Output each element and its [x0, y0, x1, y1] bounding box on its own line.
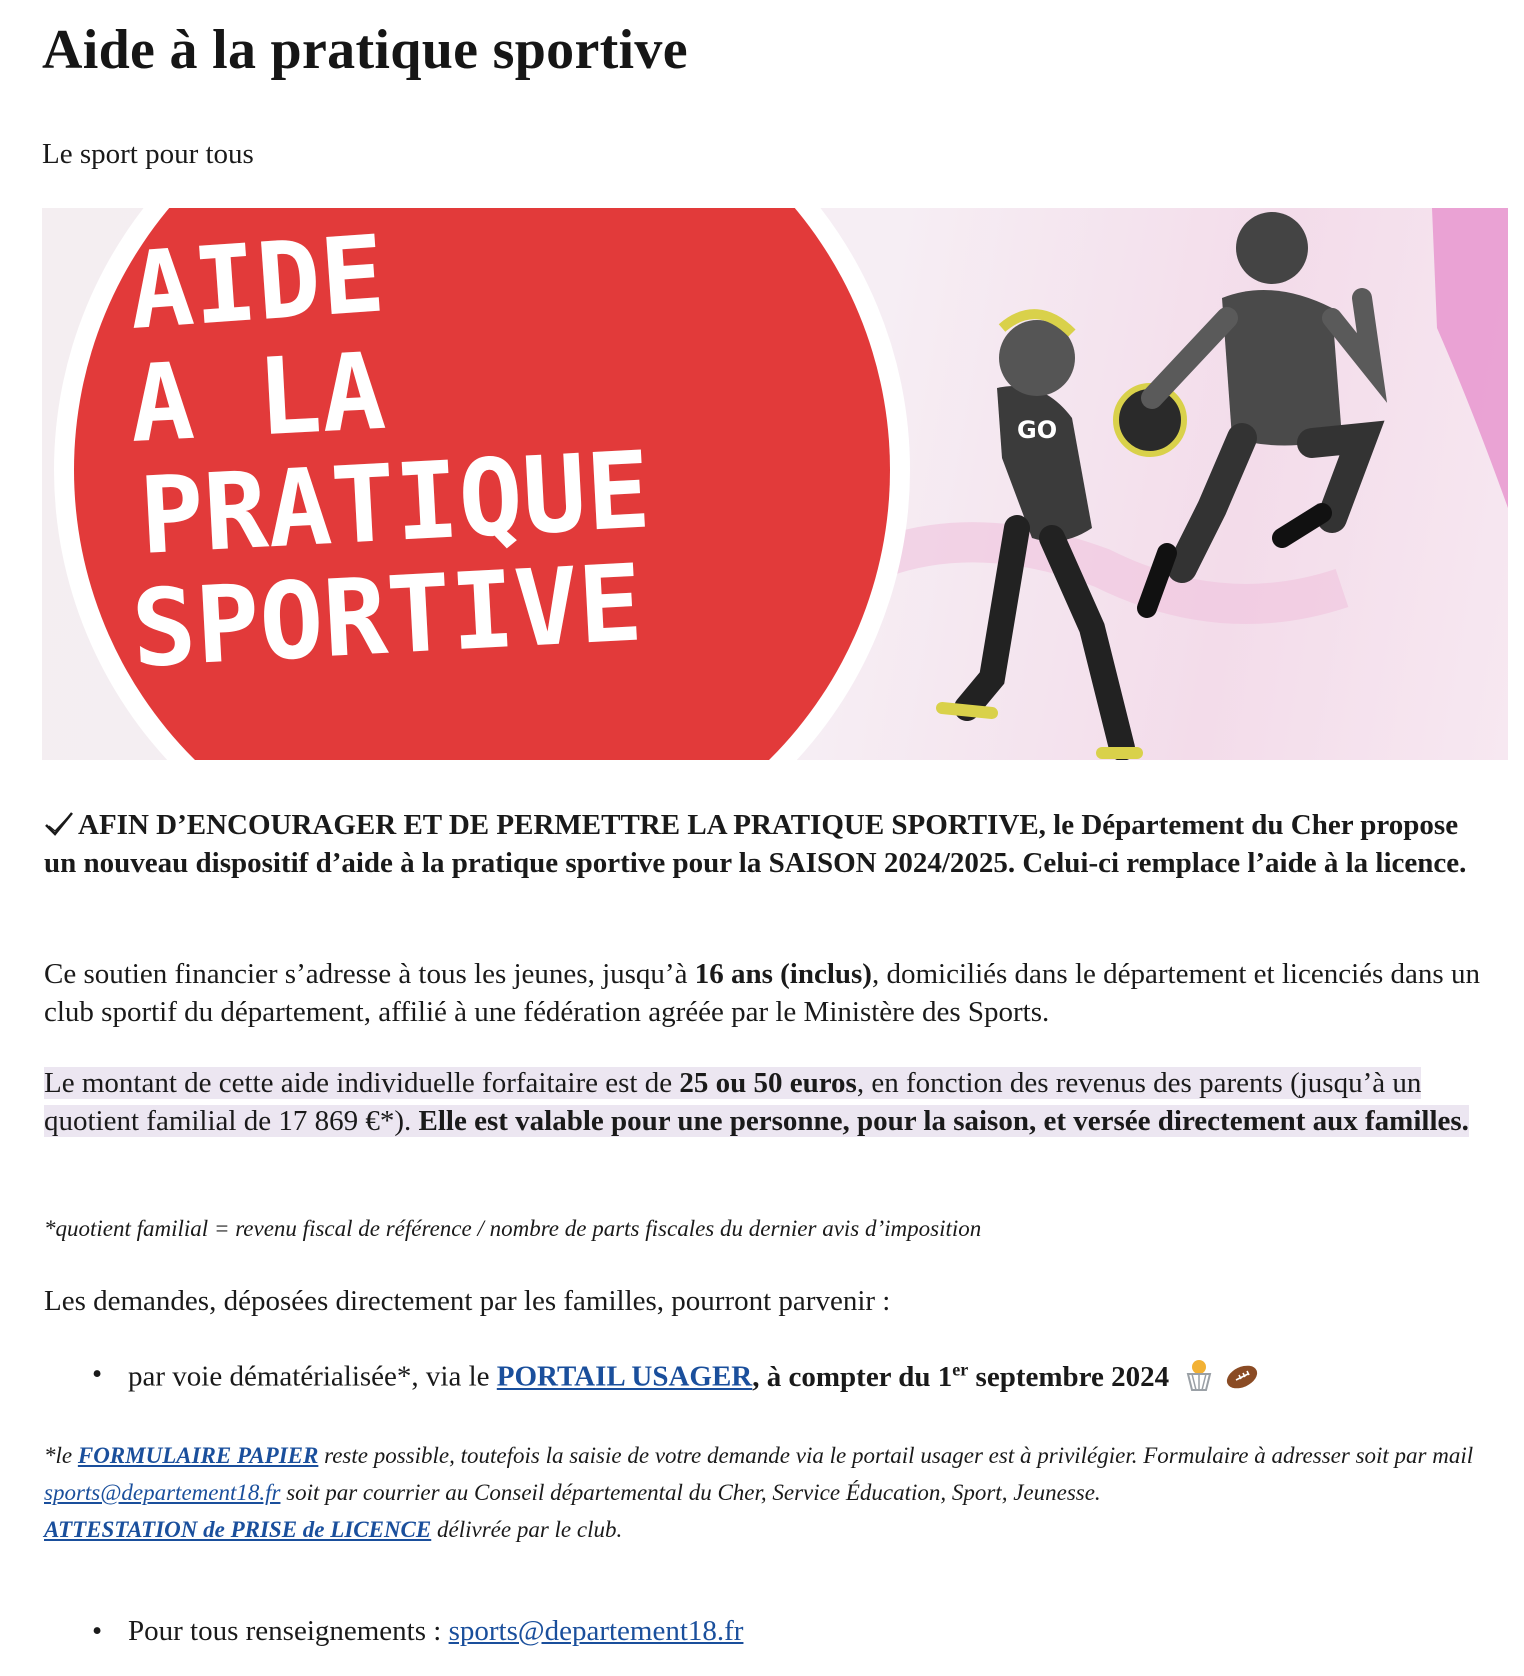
intro-paragraph: [44, 806, 1484, 882]
banner-line-3: PRATIQUE: [136, 428, 654, 578]
online-date-end: septembre 2024: [968, 1360, 1170, 1393]
formulaire-papier-link[interactable]: FORMULAIRE PAPIER: [77, 1443, 319, 1468]
online-date-start: , à compter du 1: [752, 1360, 953, 1393]
form-email-link[interactable]: sports@departement18.fr: [44, 1480, 281, 1505]
target-age: 16 ans (inclus): [694, 958, 872, 990]
page-title: Aide à la pratique sportive: [42, 19, 688, 81]
form-note-prefix: *le: [44, 1443, 78, 1468]
amount-paragraph: [44, 1064, 1484, 1140]
football-icon: [1224, 1362, 1260, 1392]
jersey-text: GO: [1017, 416, 1058, 444]
banner-line-1: AIDE: [125, 212, 389, 353]
target-text-before: Ce soutien financier s’adresse à tous les jeunes, jusqu’à: [44, 958, 695, 990]
banner-line-2: A LA: [126, 329, 389, 466]
requests-list: [90, 1358, 1490, 1400]
paper-form-note: [44, 1437, 1484, 1548]
amount-text-middle: , en fonction des revenus des parents (jusqu’à un quotient familial de 17 869 €*).: [44, 1067, 1422, 1137]
banner-graphic: [42, 208, 1508, 760]
form-note-text-1: reste possible, toutefois la saisie de votre demande via le portail usager est à privilégier. Formulaire à adresser soit par mail: [318, 1443, 1474, 1468]
quotient-familial-note: *quotient familial = revenu fiscal de référence / nombre de parts fiscales du dernier avis d’imposition: [44, 1216, 982, 1241]
intro-lead: AFIN D’ENCOURAGER ET DE PERMETTRE LA PRATIQUE SPORTIVE,: [78, 809, 1046, 841]
pink-brush-stroke: [1432, 208, 1508, 508]
contact-label: Pour tous renseignements :: [128, 1615, 449, 1647]
form-note-text-2: soit par courrier au Conseil départemental du Cher, Service Éducation, Sport, Jeunesse.: [280, 1480, 1101, 1505]
list-item-online: [90, 1358, 1490, 1400]
list-item-contact: [90, 1615, 1490, 1648]
attestation-licence-link[interactable]: ATTESTATION de PRISE de LICENCE: [44, 1517, 432, 1542]
attestation-text: délivrée par le club.: [431, 1517, 623, 1542]
contact-email-link[interactable]: sports@departement18.fr: [448, 1615, 744, 1647]
intro-rest: le Département du Cher propose un nouveau dispositif d’aide à la pratique sportive pour la SAISON 2024/2025. Celui-ci remplace l’aide à la licence.: [44, 809, 1467, 879]
requests-intro: Les demandes, déposées directement par les familles, pourront parvenir :: [44, 1285, 891, 1317]
target-text-after: , domiciliés dans le département et licenciés dans un club sportif du département, affilié à une fédération agréée par le Ministère des Sports.: [44, 958, 1480, 1028]
amount-conditions: Elle est valable pour une personne, pour la saison, et versée directement aux familles.: [418, 1105, 1469, 1137]
target-paragraph: [44, 955, 1484, 1031]
page-subtitle: Le sport pour tous: [42, 138, 254, 170]
amount-text-before: Le montant de cette aide individuelle forfaitaire est de: [44, 1067, 680, 1099]
check-icon: [44, 810, 74, 838]
basketball-hoop-icon: [1182, 1358, 1216, 1392]
contact-list: [90, 1615, 1490, 1648]
banner-line-4: SPORTIVE: [128, 541, 646, 691]
hero-banner: [42, 208, 1508, 760]
online-date-sup: er: [952, 1359, 969, 1379]
amount-value: 25 ou 50 euros: [679, 1067, 857, 1099]
online-text: par voie dématérialisée*, via le: [128, 1360, 497, 1393]
portail-usager-link[interactable]: PORTAIL USAGER: [496, 1360, 753, 1393]
